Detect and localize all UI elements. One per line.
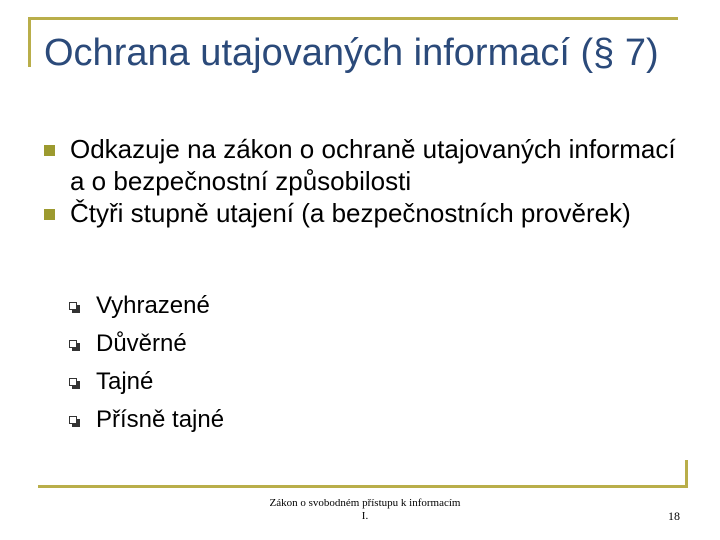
bullet-item xyxy=(44,133,684,197)
sub-bullet-text: Důvěrné xyxy=(96,330,187,357)
sub-bullet-item xyxy=(69,325,224,363)
bullet-text: Čtyři stupně utajení (a bezpečnostních prověrek) xyxy=(70,198,631,228)
slide-footer xyxy=(255,497,475,523)
slide-number: 18 xyxy=(668,509,680,523)
sub-bullet-text: Tajné xyxy=(96,368,154,395)
slide-title: Ochrana utajovaných informací (§ 7) xyxy=(44,32,659,74)
hollow-square-bullet-icon xyxy=(69,378,77,386)
sub-bullet-text: Vyhrazené xyxy=(96,292,210,319)
sub-bullet-item xyxy=(69,287,224,325)
square-bullet-icon xyxy=(44,145,55,156)
hollow-square-bullet-icon xyxy=(69,302,77,310)
frame-right-line xyxy=(685,460,688,488)
frame-bottom-line xyxy=(38,485,688,488)
bullet-list xyxy=(44,133,684,229)
frame-top-line xyxy=(28,17,678,20)
sub-bullet-item xyxy=(69,401,224,439)
footer-line-1: Zákon o svobodném přístupu k informacím xyxy=(269,497,461,509)
hollow-square-bullet-icon xyxy=(69,340,77,348)
frame-left-line xyxy=(28,17,31,67)
sub-bullet-item xyxy=(69,363,224,401)
bullet-text: Odkazuje na zákon o ochraně utajovaných informací a o bezpečnostní způsobilosti xyxy=(70,134,676,196)
hollow-square-bullet-icon xyxy=(69,416,77,424)
footer-line-2: I. xyxy=(361,510,369,522)
sub-bullet-list xyxy=(69,287,224,439)
sub-bullet-text: Přísně tajné xyxy=(96,406,225,433)
square-bullet-icon xyxy=(44,209,55,220)
bullet-item xyxy=(44,197,684,229)
